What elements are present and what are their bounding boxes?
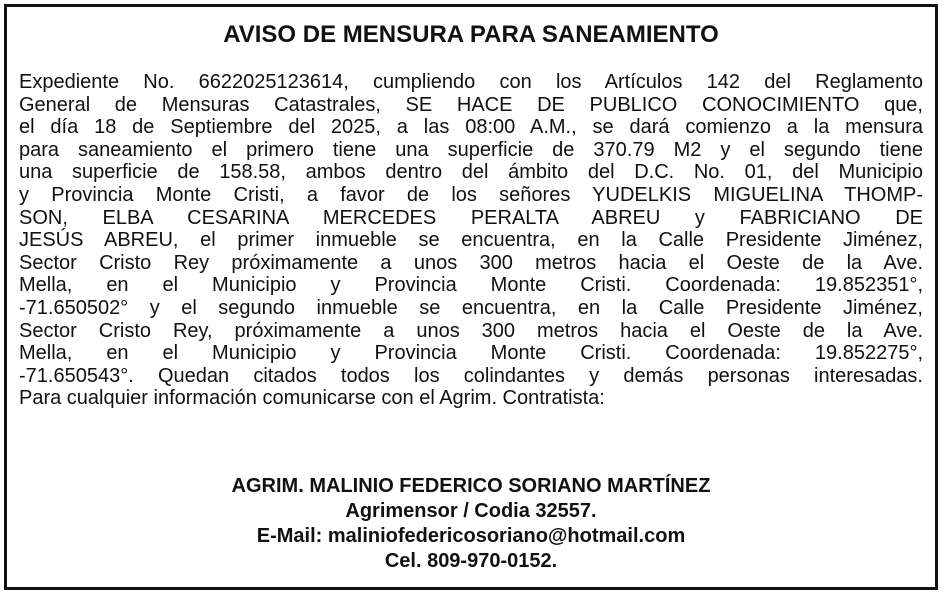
body-line: SON, ELBA CESARINA MERCEDES PERALTA ABREU y FABRICIANO DE bbox=[19, 206, 923, 229]
notice-title: AVISO DE MENSURA PARA SANEAMIENTO bbox=[223, 21, 719, 48]
surveyor-phone: Cel. 809-970-0152. bbox=[384, 550, 558, 572]
notice-body bbox=[19, 71, 923, 410]
body-line: -71.650502° y el segundo inmueble se encuentra, en la Calle Presidente Jiménez, bbox=[19, 296, 923, 319]
body-line: para saneamiento el primero tiene una superficie de 370.79 M2 y el segundo tiene bbox=[19, 138, 923, 161]
body-line: y Provincia Monte Cristi, a favor de los señores YUDELKIS MIGUELINA THOMP- bbox=[19, 183, 923, 206]
surveyor-email: E-Mail: maliniofedericosoriano@hotmail.com bbox=[256, 525, 686, 547]
body-line: una superficie de 158.58, ambos dentro del ámbito del D.C. No. 01, del Municipio bbox=[19, 161, 923, 184]
body-line: Sector Cristo Rey próximamente a unos 300 metros hacia el Oeste de la Ave. bbox=[19, 251, 923, 274]
body-line: Para cualquier información comunicarse con el Agrim. Contratista: bbox=[19, 387, 605, 410]
body-line: -71.650543°. Quedan citados todos los colindantes y demás personas interesadas. bbox=[19, 364, 923, 387]
signature-block bbox=[7, 474, 935, 574]
body-line: Expediente No. 6622025123614, cumpliendo con los Artículos 142 del Reglamento bbox=[19, 71, 923, 93]
surveyor-name: AGRIM. MALINIO FEDERICO SORIANO MARTÍNEZ bbox=[231, 475, 711, 497]
body-line: Mella, en el Municipio y Provincia Monte Cristi. Coordenada: 19.852275°, bbox=[19, 342, 923, 365]
body-line: Mella, en el Municipio y Provincia Monte Cristi. Coordenada: 19.852351°, bbox=[19, 274, 923, 297]
body-line: General de Mensuras Catastrales, SE HACE DE PUBLICO CONOCIMIENTO que, bbox=[19, 93, 923, 116]
body-line: Sector Cristo Rey, próximamente a unos 300 metros hacia el Oeste de la Ave. bbox=[19, 319, 923, 342]
notice-box bbox=[4, 4, 938, 590]
body-line: JESÚS ABREU, el primer inmueble se encuentra, en la Calle Presidente Jiménez, bbox=[19, 229, 923, 252]
surveyor-role: Agrimensor / Codia 32557. bbox=[345, 500, 597, 522]
body-line: el día 18 de Septiembre del 2025, a las 08:00 A.M., se dará comienzo a la mensura bbox=[19, 116, 923, 139]
